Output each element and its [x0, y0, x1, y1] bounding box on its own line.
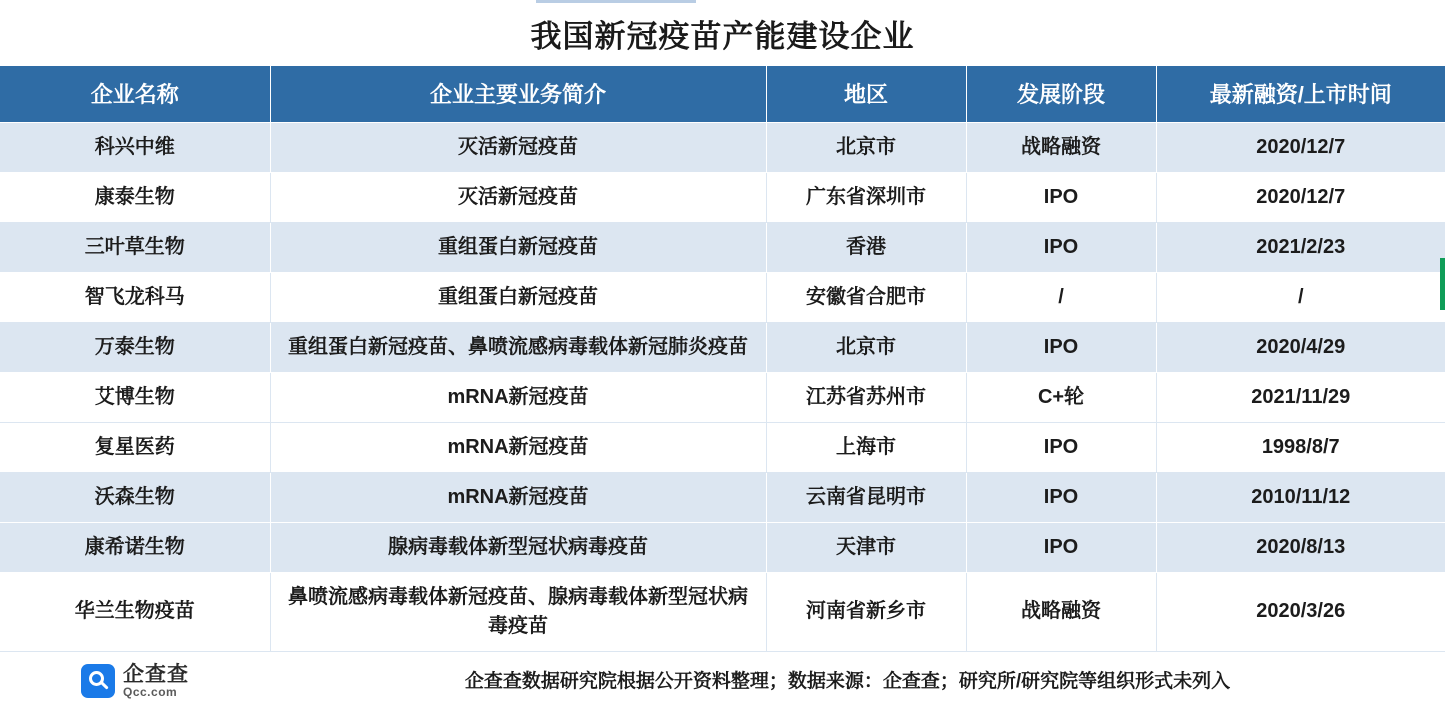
cell-business: 重组蛋白新冠疫苗 [270, 222, 766, 272]
cell-company-name: 康希诺生物 [0, 522, 270, 572]
table-body [0, 122, 1445, 712]
right-edge-marker [1440, 258, 1445, 310]
column-header-business: 企业主要业务简介 [270, 66, 766, 122]
cell-stage: IPO [966, 472, 1156, 522]
table-row [0, 172, 1445, 222]
cell-business: 鼻喷流感病毒载体新冠疫苗、腺病毒载体新型冠状病毒疫苗 [270, 572, 766, 651]
table-row [0, 572, 1445, 651]
cell-region: 安徽省合肥市 [766, 272, 966, 322]
footer-wrapper [0, 652, 1445, 712]
table-row [0, 122, 1445, 172]
cell-company-name: 华兰生物疫苗 [0, 572, 270, 651]
cell-stage: / [966, 272, 1156, 322]
cell-business: 腺病毒载体新型冠状病毒疫苗 [270, 522, 766, 572]
cell-business: mRNA新冠疫苗 [270, 422, 766, 472]
cell-date: 2021/11/29 [1156, 372, 1445, 422]
footer-cell [0, 651, 1445, 712]
cell-business: 灭活新冠疫苗 [270, 172, 766, 222]
cell-date: 1998/8/7 [1156, 422, 1445, 472]
table-row [0, 422, 1445, 472]
table-row [0, 222, 1445, 272]
table-row [0, 372, 1445, 422]
cell-stage: 战略融资 [966, 572, 1156, 651]
cell-company-name: 三叶草生物 [0, 222, 270, 272]
cell-region: 江苏省苏州市 [766, 372, 966, 422]
cell-stage: IPO [966, 222, 1156, 272]
cell-business: mRNA新冠疫苗 [270, 472, 766, 522]
footer-source-note: 企查查数据研究院根据公开资料整理；数据来源：企查查；研究所/研究院等组织形式未列入 [464, 670, 1231, 692]
cell-region: 上海市 [766, 422, 966, 472]
cell-region: 香港 [766, 222, 966, 272]
cell-business: 灭活新冠疫苗 [270, 122, 766, 172]
cell-company-name: 科兴中维 [0, 122, 270, 172]
cell-date: 2020/12/7 [1156, 122, 1445, 172]
table-header [0, 66, 1445, 122]
cell-stage: IPO [966, 322, 1156, 372]
cell-region: 河南省新乡市 [766, 572, 966, 651]
cell-region: 云南省昆明市 [766, 472, 966, 522]
cell-business: 重组蛋白新冠疫苗、鼻喷流感病毒载体新冠肺炎疫苗 [270, 322, 766, 372]
cell-region: 天津市 [766, 522, 966, 572]
cell-stage: IPO [966, 172, 1156, 222]
table-row [0, 472, 1445, 522]
table-row [0, 522, 1445, 572]
cell-company-name: 康泰生物 [0, 172, 270, 222]
cell-date: 2020/3/26 [1156, 572, 1445, 651]
cell-stage: IPO [966, 422, 1156, 472]
cell-business: 重组蛋白新冠疫苗 [270, 272, 766, 322]
cell-date: 2010/11/12 [1156, 472, 1445, 522]
cell-company-name: 智飞龙科马 [0, 272, 270, 322]
cell-stage: C+轮 [966, 372, 1156, 422]
cell-region: 北京市 [766, 122, 966, 172]
cell-business: mRNA新冠疫苗 [270, 372, 766, 422]
cell-date: 2020/12/7 [1156, 172, 1445, 222]
cell-company-name: 沃森生物 [0, 472, 270, 522]
page-title: 我国新冠疫苗产能建设企业 [530, 18, 915, 54]
cell-region: 北京市 [766, 322, 966, 372]
column-header-stage: 发展阶段 [966, 66, 1156, 122]
vaccine-capacity-table [0, 66, 1445, 712]
cell-date: / [1156, 272, 1445, 322]
table-row [0, 322, 1445, 372]
cell-date: 2021/2/23 [1156, 222, 1445, 272]
qcc-logo [0, 664, 270, 699]
cell-date: 2020/8/13 [1156, 522, 1445, 572]
top-edge-marker [536, 0, 696, 3]
cell-stage: IPO [966, 522, 1156, 572]
logo-brand-name: 企查查 [123, 663, 189, 687]
title-bar [0, 0, 1445, 66]
search-icon [81, 664, 115, 698]
table-footer-row [0, 651, 1445, 712]
table-header-row [0, 66, 1445, 122]
cell-date: 2020/4/29 [1156, 322, 1445, 372]
logo-text [123, 664, 189, 699]
column-header-date: 最新融资/上市时间 [1156, 66, 1445, 122]
cell-region: 广东省深圳市 [766, 172, 966, 222]
cell-company-name: 万泰生物 [0, 322, 270, 372]
column-header-company-name: 企业名称 [0, 66, 270, 122]
table-row [0, 272, 1445, 322]
cell-company-name: 艾博生物 [0, 372, 270, 422]
cell-stage: 战略融资 [966, 122, 1156, 172]
cell-company-name: 复星医药 [0, 422, 270, 472]
logo-domain: Qcc.com [123, 685, 178, 700]
column-header-region: 地区 [766, 66, 966, 122]
